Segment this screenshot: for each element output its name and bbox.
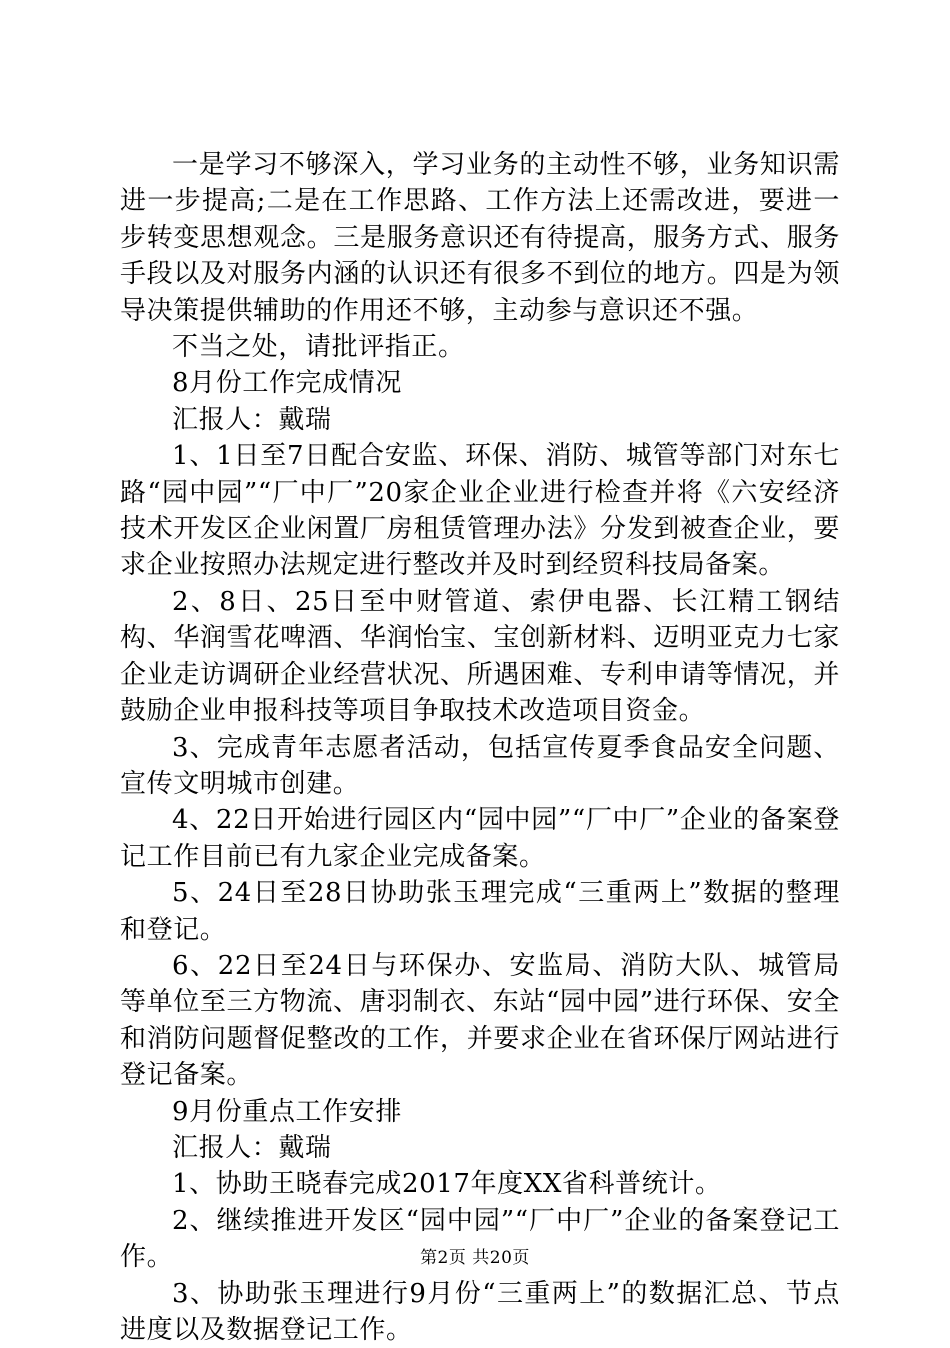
august-item-6: 6、22日至24日与环保办、安监局、消防大队、城管局等单位至三方物流、唐羽制衣、东站“园中园”进行环保、安全和消防问题督促整改的工作，并要求企业在省环保厅网站进行登记备案。 — [120, 950, 840, 1091]
september-item-1: 1、协助王晓春完成2017年度XX省科普统计。 — [172, 1169, 722, 1200]
reporter-line-september: 汇报人：戴瑞 — [172, 1132, 332, 1163]
section-heading-september: 9月份重点工作安排 — [172, 1096, 402, 1127]
paragraph-closing-remark: 不当之处，请批评指正。 — [172, 332, 465, 363]
august-item-5: 5、24日至28日协助张玉理完成“三重两上”数据的整理和登记。 — [120, 878, 840, 945]
document-body — [120, 147, 840, 1348]
august-item-2: 2、8日、25日至中财管道、索伊电器、长江精工钢结构、华润雪花啤酒、华润怡宝、宝创新材料、迈明亚克力七家企业走访调研企业经营状况、所遇困难、专利申请等情况，并鼓励企业申报科技等项目争取技术改造项目资金。 — [120, 586, 840, 727]
august-item-1: 1、1日至7日配合安监、环保、消防、城管等部门对东七路“园中园”“厂中厂”20家企业企业进行检查并将《六安经济技术开发区企业闲置厂房租赁管理办法》分发到被查企业，要求企业按照办法规定进行整改并及时到经贸科技局备案。 — [120, 441, 840, 581]
september-item-3: 3、协助张玉理进行9月份“三重两上”的数据汇总、节点进度以及数据登记工作。 — [120, 1278, 840, 1345]
paragraph-shortcomings: 一是学习不够深入，学习业务的主动性不够，业务知识需进一步提高;二是在工作思路、工作方法上还需改进，要进一步转变思想观念。三是服务意识还有待提高，服务方式、服务手段以及对服务内涵的认识还有很多不到位的地方。四是为领导决策提供辅助的作用还不够，主动参与意识还不强。 — [120, 150, 840, 326]
august-item-4: 4、22日开始进行园区内“园中园”“厂中厂”企业的备案登记工作目前已有九家企业完成备案。 — [120, 805, 840, 872]
section-heading-august: 8月份工作完成情况 — [172, 368, 402, 399]
september-item-2: 2、继续推进开发区“园中园”“厂中厂”企业的备案登记工作。 — [120, 1205, 840, 1273]
page-number-footer: 第2页 共20页 — [420, 1248, 530, 1268]
august-item-3: 3、完成青年志愿者活动，包括宣传夏季食品安全问题、宣传文明城市创建。 — [120, 732, 840, 799]
reporter-line-august: 汇报人：戴瑞 — [172, 404, 332, 435]
